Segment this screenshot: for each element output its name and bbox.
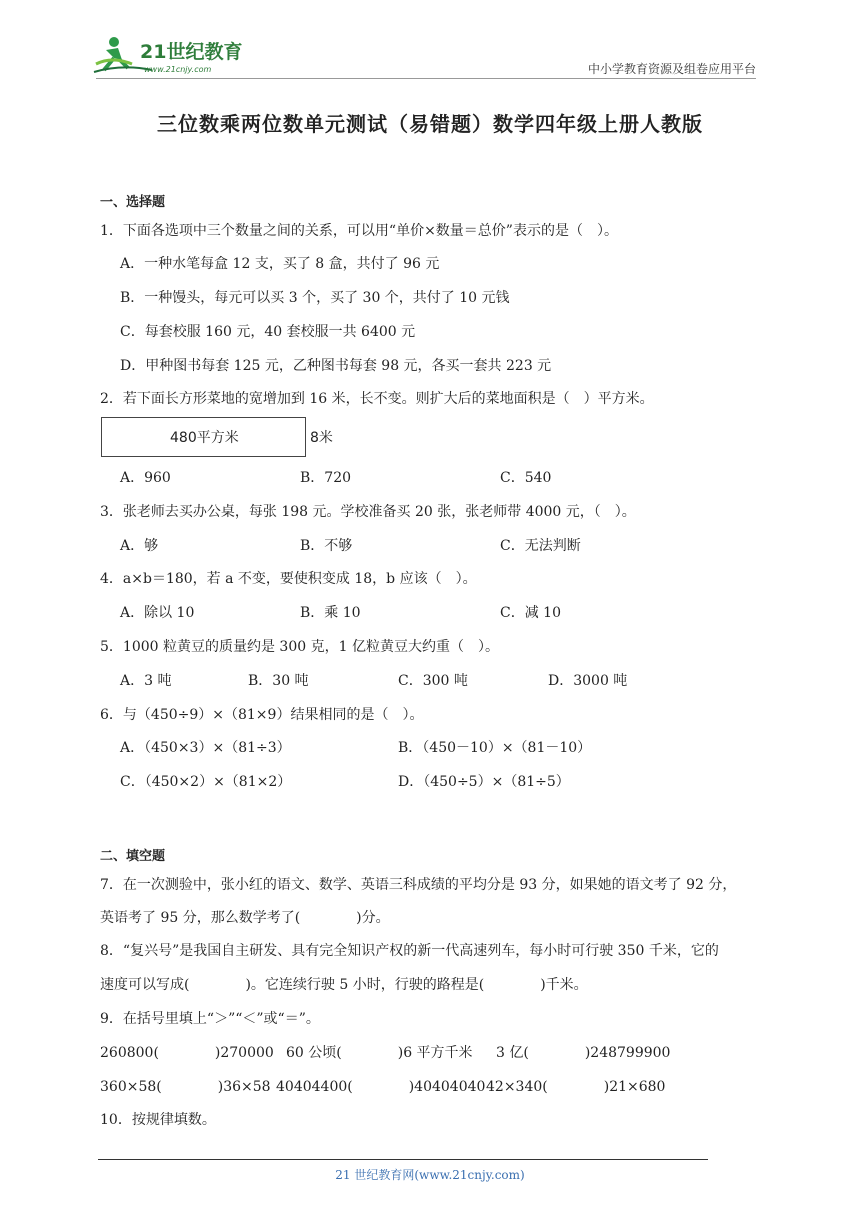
- question-4-stem: 4．a×b＝180，若 a 不变，要使积变成 18，b 应该（ ）。: [100, 571, 477, 587]
- q9-compare-5: 40404400( )40404040: [276, 1079, 486, 1095]
- question-10-stem: 10．按规律填数。: [100, 1112, 216, 1128]
- q9-compare-6: 42×340( )21×680: [486, 1079, 666, 1095]
- q4-option-a[interactable]: A．除以 10: [120, 605, 195, 621]
- logo-url: www.21cnjy.com: [144, 65, 212, 74]
- footer-link[interactable]: 21 世纪教育网(www.21cnjy.com): [335, 1168, 525, 1182]
- q4-option-b[interactable]: B．乘 10: [300, 605, 361, 621]
- q1-option-c[interactable]: C．每套校服 160 元，40 套校服一共 6400 元: [120, 324, 416, 340]
- page-header: [0, 0, 860, 80]
- q1-option-a[interactable]: A．一种水笔每盒 12 支，买了 8 盒，共付了 96 元: [120, 256, 440, 272]
- q4-option-c[interactable]: C．减 10: [500, 605, 561, 621]
- question-3-stem: 3．张老师去买办公桌，每张 198 元。学校准备买 20 张，张老师带 4000 元，（ ）。: [100, 504, 636, 520]
- question-6-stem: 6．与（450÷9）×（81×9）结果相同的是（ ）。: [100, 707, 424, 723]
- q9-compare-4: 360×58( )36×58: [100, 1079, 271, 1095]
- section-heading-choice: 一、选择题: [100, 195, 166, 210]
- q2-option-a[interactable]: A．960: [120, 470, 171, 486]
- logo-text: 21世纪教育: [140, 41, 243, 63]
- q1-option-b[interactable]: B．一种馒头，每元可以买 3 个，买了 30 个，共付了 10 元钱: [120, 290, 510, 306]
- q1-option-d[interactable]: D．甲种图书每套 125 元，乙种图书每套 98 元，各买一套共 223 元: [120, 358, 552, 374]
- site-logo[interactable]: [92, 34, 262, 78]
- plot-area-label: 480平方米: [170, 430, 239, 446]
- q6-option-b[interactable]: B．（450－10）×（81－10）: [398, 740, 592, 756]
- question-7-line-1: 7．在一次测验中，张小红的语文、数学、英语三科成绩的平均分是 93 分，如果她的语文考了 92 分，: [100, 877, 737, 893]
- q5-option-a[interactable]: A．3 吨: [120, 673, 172, 689]
- q9-compare-1: 260800( )270000: [100, 1045, 274, 1061]
- runner-icon: [92, 34, 262, 78]
- section-heading-fill: 二、填空题: [100, 849, 166, 864]
- question-5-stem: 5．1000 粒黄豆的质量约是 300 克，1 亿粒黄豆大约重（ ）。: [100, 639, 499, 655]
- question-9-stem: 9．在括号里填上“＞”“＜”或“＝”。: [100, 1011, 320, 1027]
- q6-option-a[interactable]: A．（450×3）×（81÷3）: [120, 740, 291, 756]
- plot-width-label: 8米: [310, 430, 333, 446]
- q5-option-d[interactable]: D．3000 吨: [548, 673, 628, 689]
- question-8-line-1: 8．“复兴号”是我国自主研发、具有完全知识产权的新一代高速列车，每小时可行驶 350 千米，它的: [100, 943, 719, 959]
- question-2-stem: 2．若下面长方形菜地的宽增加到 16 米，长不变。则扩大后的菜地面积是（ ）平方米。: [100, 391, 654, 407]
- vegetable-plot-rectangle: [101, 417, 306, 457]
- q3-option-c[interactable]: C．无法判断: [500, 538, 581, 554]
- footer-divider: [98, 1159, 708, 1160]
- q3-option-b[interactable]: B．不够: [300, 538, 353, 554]
- q9-compare-2: 60 公顷( )6 平方千米: [286, 1045, 473, 1061]
- q6-option-d[interactable]: D．（450÷5）×（81÷5）: [398, 774, 570, 790]
- q6-option-c[interactable]: C．（450×2）×（81×2）: [120, 774, 292, 790]
- platform-slogan: 中小学教育资源及组卷应用平台: [587, 62, 756, 76]
- question-8-line-2: 速度可以写成( )。它连续行驶 5 小时，行驶的路程是( )千米。: [100, 977, 588, 993]
- page-title: 三位数乘两位数单元测试（易错题）数学四年级上册人教版: [157, 112, 703, 136]
- header-divider: [96, 78, 756, 79]
- q5-option-c[interactable]: C．300 吨: [398, 673, 468, 689]
- q3-option-a[interactable]: A．够: [120, 538, 159, 554]
- q5-option-b[interactable]: B．30 吨: [248, 673, 309, 689]
- question-7-line-2: 英语考了 95 分，那么数学考了( )分。: [100, 910, 390, 926]
- q2-option-b[interactable]: B．720: [300, 470, 352, 486]
- q2-option-c[interactable]: C．540: [500, 470, 552, 486]
- q9-compare-3: 3 亿( )248799900: [496, 1045, 671, 1061]
- question-1-stem: 1．下面各选项中三个数量之间的关系，可以用“单价×数量＝总价”表示的是（ ）。: [100, 223, 618, 239]
